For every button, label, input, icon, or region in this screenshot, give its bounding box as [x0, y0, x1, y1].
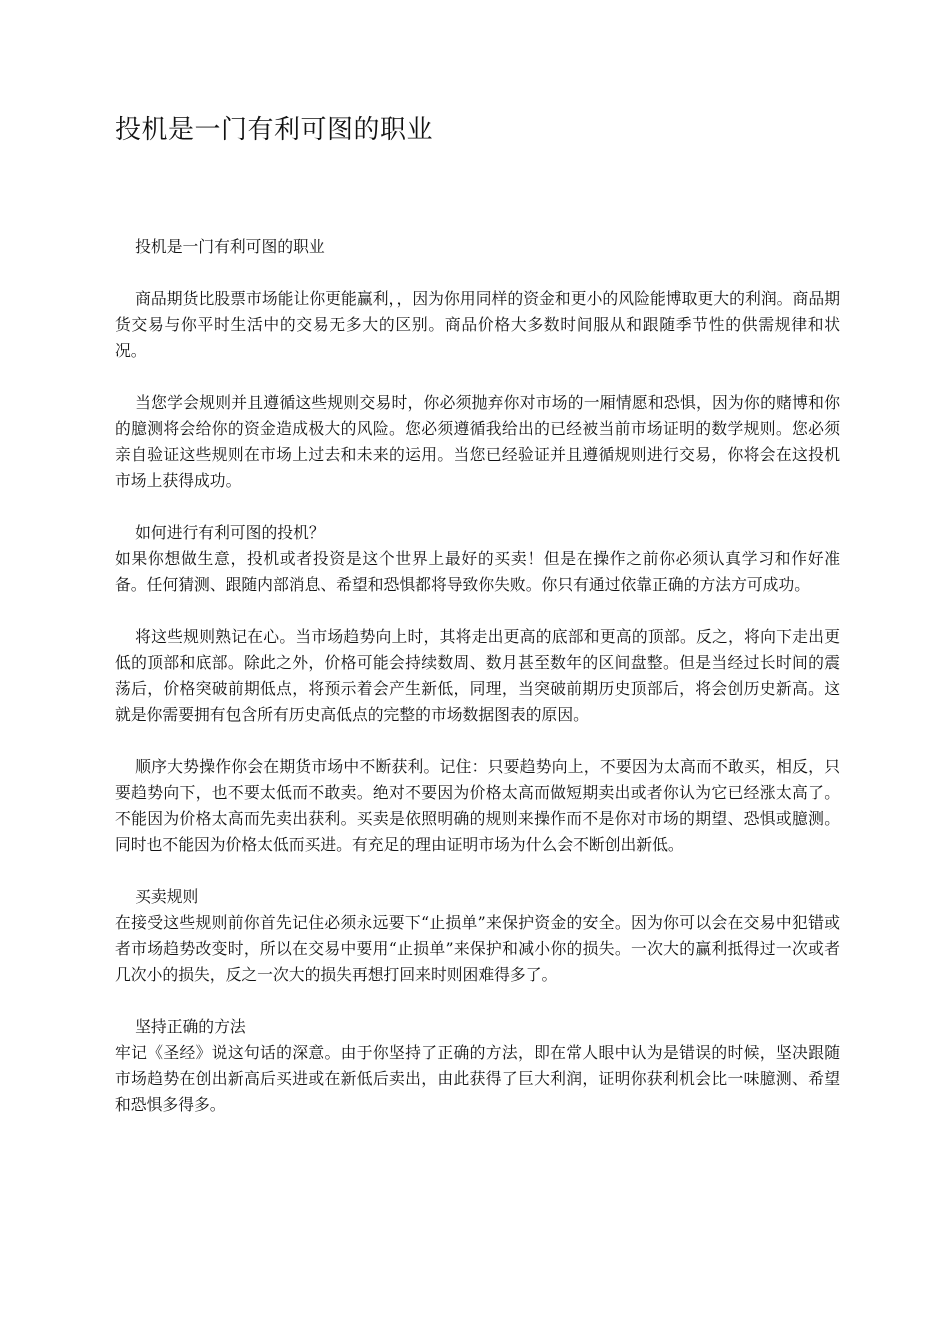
- subtitle: 投机是一门有利可图的职业: [135, 237, 325, 256]
- paragraph-follow-trend: 顺序大势操作你会在期货市场中不断获利。记住：只要趋势向上，不要因为太高而不敢买，相反，只要趋势向下，也不要太低而不敢卖。绝对不要因为价格太高而做短期卖出或者你认为它已经涨太高了。不能因为价格太高而先卖出获利。买卖是依照明确的规则来操作而不是你对市场的期望、恐惧或臆测。同时也不能因为价格太低而买进。有充足的理由证明市场为什么会不断创出新低。: [115, 757, 840, 854]
- section-heading-correct-method: 坚持正确的方法: [135, 1017, 246, 1036]
- paragraph-profitable-speculation: 如果你想做生意，投机或者投资是这个世界上最好的买卖！但是在操作之前你必须认真学习和作好准备。任何猜测、跟随内部消息、希望和恐惧都将导致你失败。你只有通过依靠正确的方法方可成功。: [115, 549, 840, 594]
- section-heading-trading-rules: 买卖规则: [135, 887, 199, 906]
- page-title: 投机是一门有利可图的职业: [115, 115, 434, 145]
- paragraph-rules: 当您学会规则并且遵循这些规则交易时，你必须抛弃你对市场的一厢情愿和恐惧，因为你的赌博和你的臆测将会给你的资金造成极大的风险。您必须遵循我给出的已经被当前市场证明的数学规则。您必须亲自验证这些规则在市场上过去和未来的运用。当您已经验证并且遵循规则进行交易，你将会在这投机市场上获得成功。: [115, 393, 840, 490]
- section-heading-profitable-speculation: 如何进行有利可图的投机？: [135, 523, 325, 542]
- document-body: [115, 234, 840, 1144]
- paragraph-trading-rules: 在接受这些规则前你首先记住必须永远要下“止损单”来保护资金的安全。因为你可以会在交易中犯错或者市场趋势改变时，所以在交易中要用“止损单”来保护和减小你的损失。一次大的赢利抵得过一次或者几次小的损失，反之一次大的损失再想打回来时则困难得多了。: [115, 913, 840, 984]
- paragraph-trend: 将这些规则熟记在心。当市场趋势向上时，其将走出更高的底部和更高的顶部。反之，将向下走出更低的顶部和底部。除此之外，价格可能会持续数周、数月甚至数年的区间盘整。但是当经过长时间的震荡后，价格突破前期低点，将预示着会产生新低，同理，当突破前期历史顶部后，将会创历史新高。这就是你需要拥有包含所有历史高低点的完整的市场数据图表的原因。: [115, 627, 840, 724]
- paragraph-correct-method: 牢记《圣经》说这句话的深意。由于你坚持了正确的方法，即在常人眼中认为是错误的时候，坚决跟随市场趋势在创出新高后买进或在新低后卖出，由此获得了巨大利润，证明你获利机会比一味臆测、希望和恐惧多得多。: [115, 1043, 840, 1114]
- paragraph-intro: 商品期货比股票市场能让你更能赢利，，因为你用同样的资金和更小的风险能博取更大的利润。商品期货交易与你平时生活中的交易无多大的区别。商品价格大多数时间服从和跟随季节性的供需规律和状况。: [115, 289, 840, 360]
